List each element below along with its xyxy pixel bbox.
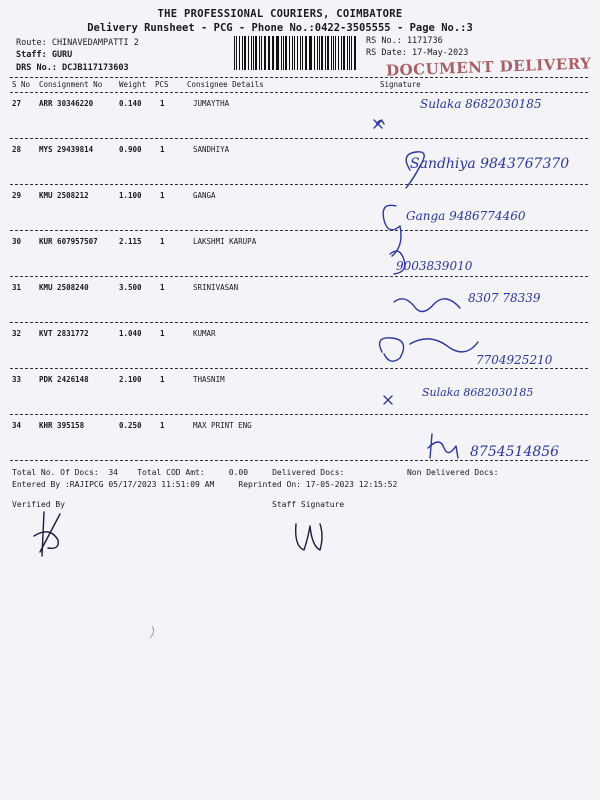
row-sno: 29 <box>12 191 22 200</box>
row-weight: 0.250 <box>119 421 142 430</box>
col-header-weight: Weight <box>119 80 147 89</box>
handwriting-row-29: Ganga 9486774460 <box>406 209 526 223</box>
header-top-rule <box>10 77 588 78</box>
row-consignee: THASNIM <box>193 375 225 384</box>
row-pcs: 1 <box>160 421 165 430</box>
row-sno: 28 <box>12 145 22 154</box>
row-consignee: SRINIVASAN <box>193 283 239 292</box>
row-weight: 2.115 <box>119 237 142 246</box>
barcode-bar <box>236 36 237 70</box>
company-title: THE PROFESSIONAL COURIERS, COIMBATORE <box>157 8 403 20</box>
row-pcs: 1 <box>160 329 165 338</box>
barcode-bar <box>259 36 260 70</box>
col-header-consignee: Consignee Details <box>187 80 264 89</box>
handwriting-row-32: 7704925210 <box>476 353 553 367</box>
handwriting-row-28: Sandhiya 9843767370 <box>410 156 570 172</box>
row-sno: 33 <box>12 375 22 384</box>
row-consignment-no: KMU 2508212 <box>39 191 89 200</box>
barcode-bar <box>325 36 326 70</box>
row-weight: 0.900 <box>119 145 142 154</box>
totals-line: Total No. Of Docs: 34 Total COD Amt: 0.00 Delivered Docs: Non Delivered Docs: <box>12 468 499 477</box>
barcode-bar <box>331 36 332 70</box>
barcode-bar <box>269 36 270 70</box>
barcode-bar <box>264 36 266 70</box>
row-consignee: JUMAYTHA <box>193 99 230 108</box>
barcode-bar <box>294 36 295 70</box>
barcode-bar <box>321 36 322 70</box>
handwriting-row-34: 8754514856 <box>470 444 560 460</box>
barcode-bar <box>335 36 336 70</box>
entered-by-line: Entered By :RAJIPCG 05/17/2023 11:51:09 AM Reprinted On: 17-05-2023 12:15:52 <box>12 480 398 489</box>
staff-label: Staff: GURU <box>16 50 73 60</box>
row-sno: 27 <box>12 99 22 108</box>
barcode-bar <box>319 36 320 70</box>
row-pcs: 1 <box>160 191 165 200</box>
row-sno: 34 <box>12 421 22 430</box>
barcode-bar <box>305 36 307 70</box>
row-weight: 1.100 <box>119 191 142 200</box>
handwriting-row-27: Sulaka 8682030185 <box>420 97 542 111</box>
barcode-bar <box>327 36 329 70</box>
rs-date: RS Date: 17-May-2023 <box>366 48 469 58</box>
row-weight: 1.040 <box>119 329 142 338</box>
barcode-bar <box>255 36 256 70</box>
row-sno: 31 <box>12 283 22 292</box>
barcode-bar <box>285 36 287 70</box>
barcode-bar <box>297 36 298 70</box>
row-consignment-no: KMU 2508240 <box>39 283 89 292</box>
barcode-bar <box>341 36 342 70</box>
staff-signature-mark <box>290 516 330 560</box>
row-sno: 30 <box>12 237 22 246</box>
row-consignment-no: PDK 2426148 <box>39 375 89 384</box>
barcode-bar <box>276 36 277 70</box>
staff-signature-label: Staff Signature <box>272 500 345 509</box>
row-pcs: 1 <box>160 237 165 246</box>
barcode-bar <box>351 36 352 70</box>
barcode-bar <box>333 36 334 70</box>
barcode-bar <box>300 36 301 70</box>
row-consignee: GANGA <box>193 191 216 200</box>
row-consignee: LAKSHMI KARUPA <box>193 237 257 246</box>
barcode-bar <box>343 36 344 70</box>
row-pcs: 1 <box>160 375 165 384</box>
barcode-bar <box>338 36 339 70</box>
barcode-bar <box>242 36 243 70</box>
barcode-bar <box>251 36 252 70</box>
barcode-bar <box>283 36 284 70</box>
row-pcs: 1 <box>160 283 165 292</box>
barcode-bar <box>253 36 254 70</box>
row-sno: 32 <box>12 329 22 338</box>
row-consignment-no: KVT 2831772 <box>39 329 89 338</box>
barcode-bar <box>281 36 282 70</box>
row-consignee: SANDHIYA <box>193 145 230 154</box>
barcode <box>234 36 358 70</box>
barcode-bar <box>314 36 315 70</box>
barcode-bar <box>302 36 303 70</box>
row-weight: 0.140 <box>119 99 142 108</box>
row-pcs: 1 <box>160 145 165 154</box>
row-consignee: KUMAR <box>193 329 216 338</box>
rs-number: RS No.: 1171736 <box>366 36 443 46</box>
barcode-bar <box>272 36 273 70</box>
barcode-bar <box>234 36 235 70</box>
col-header-pcs: PCS <box>155 80 169 89</box>
row-consignment-no: KUR 607957507 <box>39 237 98 246</box>
row-pcs: 1 <box>160 99 165 108</box>
col-header-signature: Signature <box>380 80 421 89</box>
row-consignment-no: MYS 29439814 <box>39 145 94 154</box>
row-consignment-no: KHR 395158 <box>39 421 85 430</box>
barcode-bar <box>289 36 290 70</box>
barcode-bar <box>347 36 348 70</box>
runsheet-subtitle: Delivery Runsheet - PCG - Phone No.:0422-3505555 - Page No.:3 <box>87 22 473 34</box>
row-consignee: MAX PRINT ENG <box>193 421 252 430</box>
handwritten-signatures <box>370 96 590 476</box>
barcode-bar <box>268 36 269 70</box>
row-weight: 2.100 <box>119 375 142 384</box>
barcode-bar <box>261 36 262 70</box>
barcode-bar <box>317 36 318 70</box>
barcode-bar <box>309 36 310 70</box>
barcode-bar <box>244 36 246 70</box>
handwriting-row-31: 8307 78339 <box>468 291 541 305</box>
verified-by-signature <box>30 506 80 560</box>
handwriting-row-30: 9003839010 <box>396 259 473 273</box>
barcode-bar <box>248 36 249 70</box>
drs-number: DRS No.: DCJB117173603 <box>16 63 129 73</box>
barcode-bar <box>310 36 311 70</box>
handwriting-row-33: Sulaka 8682030185 <box>422 386 534 399</box>
route-label: Route: CHINAVEDAMPATTI 2 <box>16 38 139 48</box>
barcode-bar <box>354 36 356 70</box>
col-header-consignment: Consignment No <box>39 80 103 89</box>
barcode-bar <box>239 36 240 70</box>
barcode-bar <box>277 36 278 70</box>
document-delivery-stamp: DOCUMENT DELIVERY <box>385 54 592 80</box>
verified-by-label: Verified By <box>12 500 65 509</box>
row-weight: 3.500 <box>119 283 142 292</box>
col-header-sno: S No <box>12 80 31 89</box>
barcode-bar <box>292 36 293 70</box>
barcode-bar <box>349 36 350 70</box>
scan-smudge <box>146 624 162 642</box>
row-consignment-no: ARR 30346220 <box>39 99 94 108</box>
